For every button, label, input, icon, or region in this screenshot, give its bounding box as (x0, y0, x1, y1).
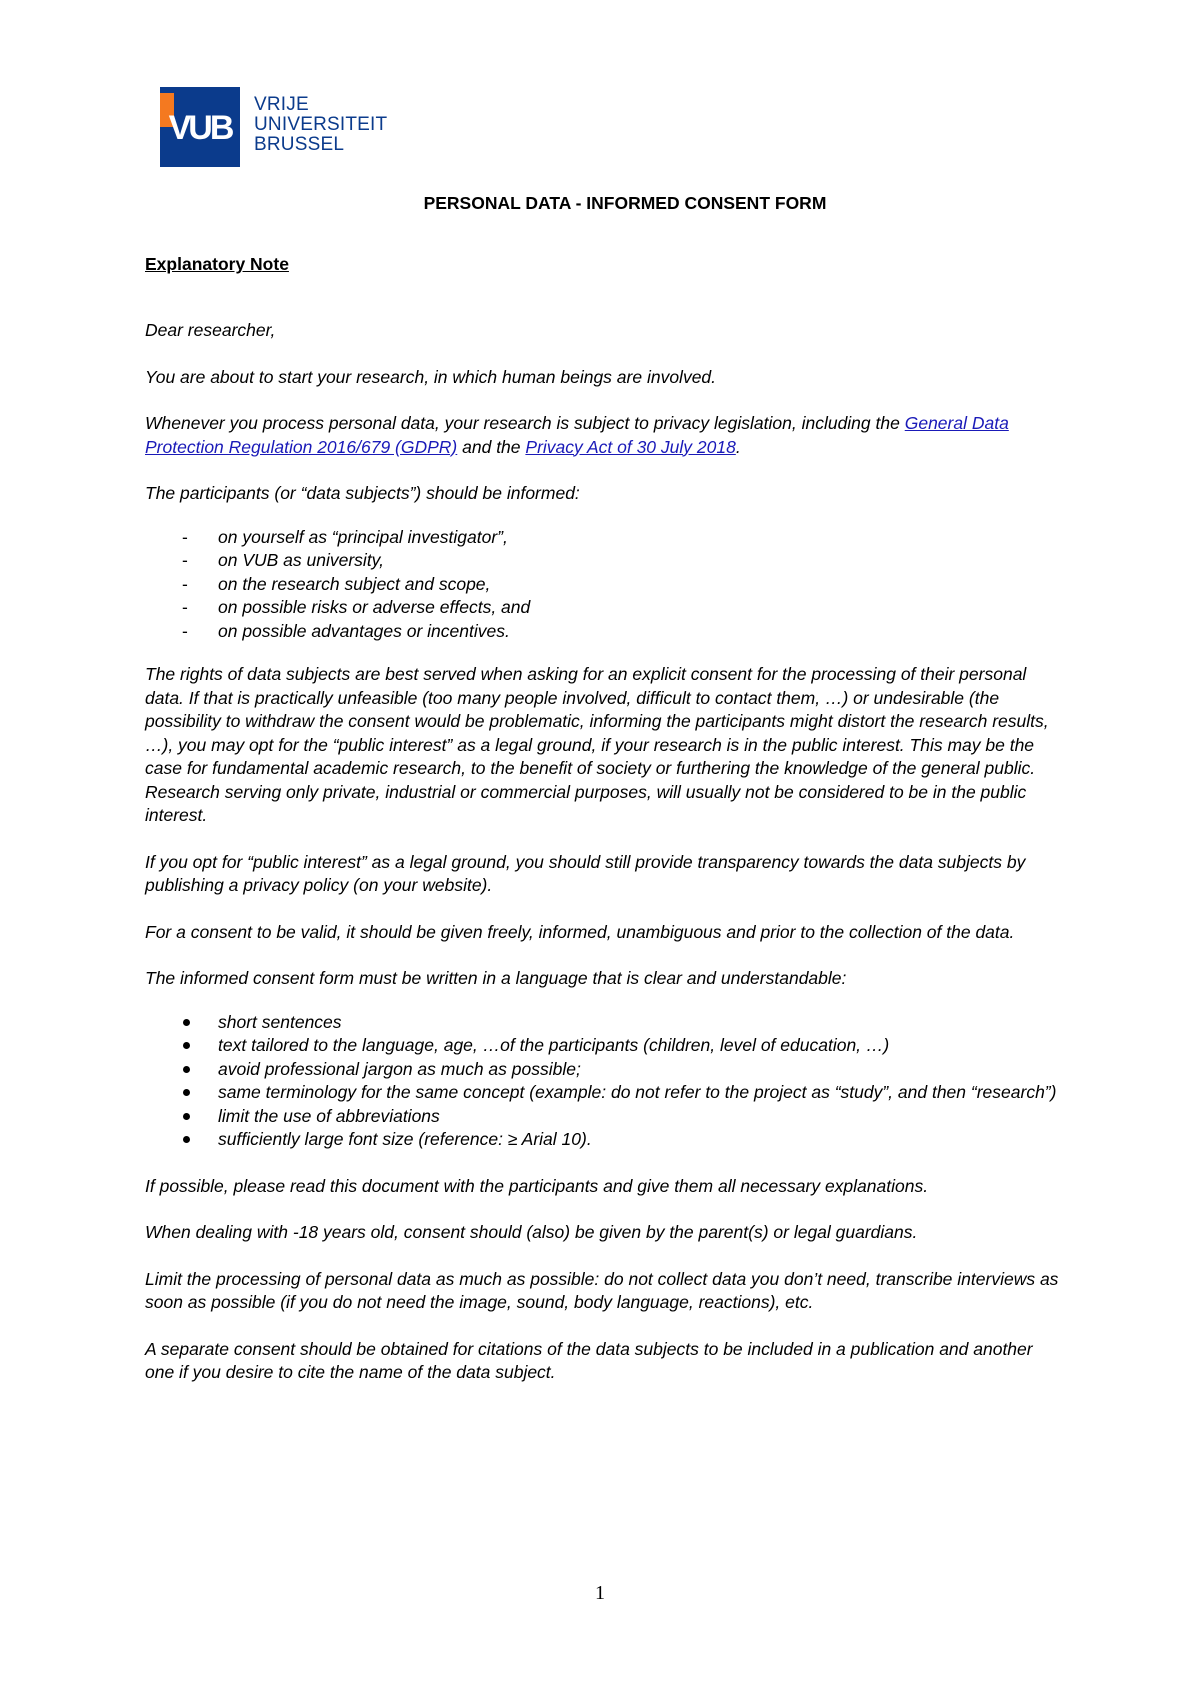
gdpr-link[interactable]: General Data Protection Regulation 2016/679 (GDPR) (145, 413, 1009, 457)
list-item (145, 596, 1065, 620)
bullet-icon (183, 1113, 190, 1120)
vub-logo (160, 87, 390, 167)
legislation-text-before: Whenever you process personal data, your research is subject to privacy legislation, including the (145, 413, 905, 433)
list-item (145, 549, 1065, 573)
paragraph-participants: The participants (or “data subjects”) should be informed: (145, 483, 580, 503)
list-item-text: limit the use of abbreviations (218, 1105, 440, 1126)
list-item-text: on the research subject and scope, (218, 573, 491, 594)
bullet-icon (183, 1019, 190, 1026)
dash-marker: - (182, 620, 188, 641)
list-item (145, 620, 1065, 644)
list-item (145, 1081, 1065, 1105)
list-item-text: same terminology for the same concept (example: do not refer to the project as “study”, and then “research”) (218, 1082, 1057, 1102)
bullet-icon (183, 1136, 190, 1143)
logo-text (254, 95, 387, 155)
logo-line-2: UNIVERSITEIT (254, 114, 388, 135)
list-item-text: short sentences (218, 1011, 342, 1032)
list-item (145, 1011, 1065, 1035)
logo-line-1: VRIJE (254, 94, 309, 115)
document-title: PERSONAL DATA - INFORMED CONSENT FORM (423, 193, 827, 213)
language-list (145, 1011, 1065, 1152)
vub-logo-mark-icon (160, 87, 240, 167)
list-item-text: on possible risks or adverse effects, and (218, 597, 531, 617)
list-item-text: on possible advantages or incentives. (218, 620, 510, 641)
section-heading: Explanatory Note (145, 254, 289, 274)
list-item (145, 1034, 1065, 1058)
paragraph-valid-consent: For a consent to be valid, it should be given freely, informed, unambiguous and prior to the collection of the data. (145, 921, 1015, 942)
paragraph-legislation (145, 412, 1065, 459)
paragraph-public-interest: If you opt for “public interest” as a legal ground, you should still provide transparency towards the data subjects by publishing a privacy policy (on your website). (145, 851, 1026, 895)
list-item-text: text tailored to the language, age, …of the participants (children, level of education, …) (218, 1035, 890, 1055)
svg-text:VUB: VUB (168, 109, 232, 147)
bullet-icon (183, 1042, 190, 1049)
dash-marker: - (182, 597, 188, 617)
bullet-icon (183, 1066, 190, 1073)
dash-marker: - (182, 550, 188, 570)
list-item-text: on yourself as “principal investigator”, (218, 526, 508, 547)
dash-marker: - (182, 526, 188, 547)
list-item (145, 573, 1065, 597)
dash-marker: - (182, 573, 188, 594)
paragraph-minors: When dealing with -18 years old, consent should (also) be given by the parent(s) or legal guardians. (145, 1222, 918, 1242)
privacy-act-link[interactable]: Privacy Act of 30 July 2018 (525, 436, 736, 457)
legislation-text-after: . (735, 436, 741, 457)
page-number: 1 (595, 1582, 605, 1604)
paragraph-read-document: If possible, please read this document with the participants and give them all necessary explanations. (145, 1175, 929, 1196)
paragraph-language: The informed consent form must be written in a language that is clear and understandable: (145, 968, 847, 988)
logo-line-3: BRUSSEL (254, 134, 345, 155)
list-item-text: on VUB as university, (218, 550, 384, 570)
bullet-icon (183, 1089, 190, 1096)
paragraph-citations: A separate consent should be obtained for citations of the data subjects to be included in a publication and another one if you desire to cite the name of the data subject. (145, 1338, 1033, 1382)
list-item-text: sufficiently large font size (reference: ≥ Arial 10). (218, 1129, 592, 1149)
salutation: Dear researcher, (145, 320, 276, 340)
list-item-text: avoid professional jargon as much as possible; (218, 1058, 581, 1079)
legislation-text-middle: and the (457, 436, 526, 457)
list-item (145, 526, 1065, 550)
paragraph-rights: The rights of data subjects are best served when asking for an explicit consent for the processing of their personal data. If that is practically unfeasible (too many people involved, difficult to contact them, …) or undesirable (the possibility to withdraw the consent would be problematic, informing the participants might distort the research results, …), you may opt for the “public interest” as a legal ground, if your research is in the public interest. This may be the case for fundamental academic research, to the benefit of society or furthering the knowledge of the general public. Research serving only private, industrial or commercial purposes, will usually not be considered to be in the public interest. (145, 664, 1049, 825)
paragraph-intro: You are about to start your research, in which human beings are involved. (145, 366, 717, 387)
inform-list (145, 526, 1065, 644)
list-item (145, 1105, 1065, 1129)
paragraph-limit-processing: Limit the processing of personal data as much as possible: do not collect data you don’t need, transcribe interviews as soon as possible (if you do not need the image, sound, body language, reactions), etc. (145, 1268, 1059, 1312)
list-item (145, 1058, 1065, 1082)
list-item (145, 1128, 1065, 1152)
document-content (145, 193, 1065, 1385)
